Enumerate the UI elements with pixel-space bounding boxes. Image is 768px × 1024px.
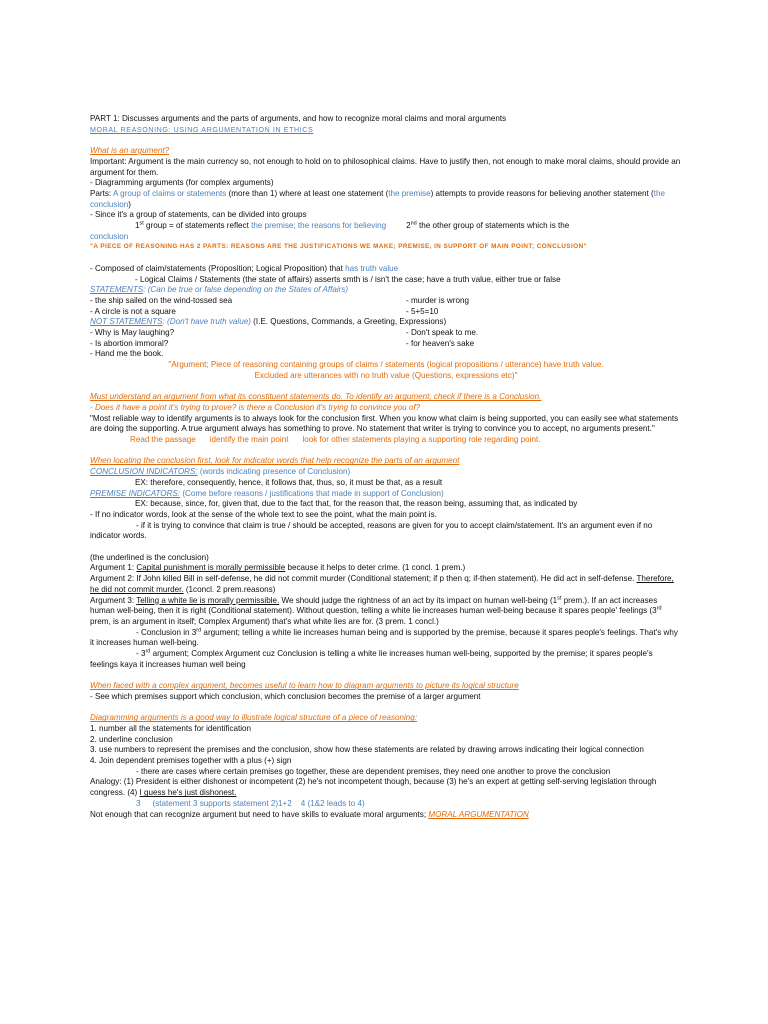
conclusion-indicators-heading	[90, 467, 682, 478]
see-which-line: - See which premises support which conclusion, which conclusion becomes the premise of a larger argument	[90, 691, 481, 701]
diagram-step: 1. number all the statements for identification	[90, 723, 252, 733]
section-heading-diagramming: Diagramming arguments is a good way to illustrate logical structure of a piece of reasoning:	[90, 713, 418, 723]
premise-indicators-examples: EX: because, since, for, given that, due to the fact that, for the reason that, the reason being, assuming that, as indicated by	[135, 499, 578, 509]
statement-example: - murder is wrong	[406, 295, 469, 305]
does-it-have-point: - Does it have a point it's trying to prove? is there a Conclusion it's trying to convince you of?	[90, 402, 421, 412]
argument-3-text-3: prem, is an argument in itself; Complex Argument) that's what white lies are for. (3 prem. 1 concl.)	[90, 616, 439, 626]
parts-text: (more than 1) where at least one statement (	[226, 188, 389, 198]
first-num: 1	[135, 221, 140, 231]
statements-label: STATEMENTS	[90, 285, 144, 295]
section-heading-locating: When locating the conclusion first, look for indicator words that help recognize the parts of an argument	[90, 456, 460, 466]
argument-1-label: Argument 1:	[90, 563, 137, 573]
argument-3-text: We should judge the rightness of an act by its impact on human well-being (1	[279, 595, 558, 605]
conclusion-highlight: the conclusion	[90, 188, 666, 209]
not-statement-example: - Don't speak to me.	[406, 328, 479, 338]
conclusion-indicators-label: CONCLUSION INDICATORS:	[90, 467, 198, 477]
moral-argumentation-highlight: MORAL ARGUMENTATION	[428, 809, 529, 819]
argument-2-text: Argument 2: If John killed Bill in self-defense, he did not commit murder (Conditional statement; if p then q; if-then statement). He did act in self-defense.	[90, 574, 637, 584]
premise-indicators-heading	[90, 489, 682, 500]
argument-3-label: Argument 3:	[90, 595, 137, 605]
conclusion-3rd-rest: argument; telling a white lie increases human being and is supported by the premise, because it spares people's feelings. That's why it increases human well-being.	[90, 627, 678, 648]
parts-highlight: A group of claims or statements	[112, 188, 227, 198]
not-statements-heading	[90, 317, 682, 328]
first-highlight: the premise; the reasons for believing	[251, 221, 387, 231]
section-heading-complex: When faced with a complex argument, becomes useful to learn how to diagram arguments to picture its logical structure	[90, 681, 519, 691]
parts-label: Parts:	[90, 188, 113, 198]
not-statements-note: : (Don't have truth value)	[162, 317, 251, 327]
conclusion-3rd-text: - Conclusion in 3	[136, 627, 197, 637]
argument-quote-line-1: "Argument; Piece of reasoning containing groups of claims / statements (logical propositions / utterance) have truth value.	[168, 360, 604, 370]
statements-heading	[90, 285, 682, 296]
argument-1-rest: because it helps to deter crime. (1 concl. 1 prem.)	[285, 563, 466, 573]
diagram-support: (statement 3 supports statement 2)1+2	[152, 798, 292, 808]
step-identify: identify the main point	[209, 435, 289, 445]
argument-1-conclusion: Capital punishment is morally permissible	[136, 563, 286, 573]
complex-argument-text: - 3	[136, 649, 146, 659]
second-sup: nd	[410, 220, 417, 227]
not-statement-example: - Hand me the book.	[90, 349, 164, 359]
not-statements-row	[90, 339, 682, 350]
truth-value-highlight: has truth value	[345, 263, 399, 273]
diagram-number: 3	[136, 798, 141, 808]
important-paragraph: Important: Argument is the main currency so, not enough to hold on to philosophical claims. Have to justify then, not enough to make moral claims, should provide an argument for them.	[90, 156, 681, 177]
part-title: PART 1: Discusses arguments and the parts of arguments, and how to recognize moral claims and moral arguments	[90, 114, 507, 123]
argument-3-text-2: prem.). If an act increases human well-being, then it is right (Conditional statement). Without question, telling a white lie increases human well-being because it spares people' feelings (3	[90, 595, 658, 616]
parts-text-2: ) attempts to provide reasons for believing another statement (	[430, 188, 654, 198]
not-statements-rest: (I.E. Questions, Commands, a Greeting, Expressions)	[250, 317, 447, 327]
logical-claims-line: - Logical Claims / Statements (the state of affairs) asserts smth is / isn't the case; have a truth value, either true or false	[135, 274, 561, 284]
diagram-step: 4. Join dependent premises together with a plus (+) sign	[90, 756, 292, 766]
statements-row	[90, 296, 682, 307]
parts-close: )	[128, 199, 131, 209]
caps-quote: "A PIECE OF REASONING HAS 2 PARTS: REASONS ARE THE JUSTIFICATIONS WE MAKE; PREMISE, IN SUPPORT OF MAIN POINT; CONCLUSION"	[90, 243, 588, 251]
statement-example: - A circle is not a square	[90, 306, 176, 316]
complex-argument-rest: argument; Complex Argument cuz Conclusion is telling a white lie increases human well-being, supported by the premise; it spares people's feelings kaya it increases human well being	[90, 649, 653, 669]
diagram-step: 2. underline conclusion	[90, 734, 173, 744]
if-trying-paragraph: - if it is trying to convince that claim is true / should be accepted, reasons are given for you to accept claim/statement. It's an argument even if no indicator words.	[90, 520, 653, 541]
since-line: - Since it's a group of statements, can be divided into groups	[90, 210, 307, 220]
conclusion-3rd-sup: rd	[196, 626, 202, 633]
statement-example: - 5+5=10	[406, 306, 439, 316]
premise-highlight: the premise	[388, 188, 431, 198]
not-statements-row	[90, 349, 682, 360]
first-sup: st	[139, 220, 144, 227]
second-text: the other group of statements which is the	[416, 221, 570, 231]
not-statements-row	[90, 328, 682, 339]
first-text: group = of statements reflect	[143, 221, 252, 231]
document-body	[90, 114, 682, 820]
parts-paragraph	[90, 189, 682, 210]
argument-2	[90, 574, 682, 595]
diagram-line	[90, 799, 682, 810]
statements-row	[90, 307, 682, 318]
section-heading-understand: Must understand an argument from what its constituent statements do. To identify an argument, check if there is a Conclusion.	[90, 392, 542, 402]
section-heading-what-is-argument: What is an argument?	[90, 146, 170, 156]
last-text: Not enough that can recognize argument but need to have skills to evaluate moral arguments;	[90, 809, 429, 819]
step-look: look for other statements playing a supporting role regarding point.	[302, 435, 541, 445]
diagram-lead: 4 (1&2 leads to 4)	[300, 798, 365, 808]
not-statements-label: NOT STATEMENTS	[90, 317, 163, 327]
conclusion-indicators-note: (words indicating presence of Conclusion)	[197, 467, 351, 477]
composed-line	[90, 264, 682, 275]
last-line	[90, 810, 682, 821]
argument-3-sup: rd	[656, 605, 662, 612]
argument-2-rest: (1concl. 2 prem.reasons)	[183, 584, 276, 594]
argument-3	[90, 596, 682, 628]
premise-indicators-label: PREMISE INDICATORS:	[90, 488, 181, 498]
subtitle: MORAL REASONING: USING ARGUMENTATION IN ETHICS	[90, 125, 314, 134]
complex-argument-paragraph	[90, 649, 682, 670]
complex-argument-sup: rd	[145, 648, 151, 655]
argument-3-sup: st	[557, 594, 562, 601]
statements-note: : (Can be true or false depending on the States of Affairs)	[143, 285, 349, 295]
reliable-way-quote: "Most reliable way to identify arguments is to always look for the conclusion first. When you know what claim is being supported, you can easily see what statements are doing the supporting. A true argument always has something to prove. No statement that writer is trying to convince you to accept, no arguments present."	[90, 413, 679, 434]
statement-example: - the ship sailed on the wind-tossed sea	[90, 295, 233, 305]
not-statement-example: - for heaven's sake	[406, 338, 475, 348]
no-indicator-line: - If no indicator words, look at the sense of the whole text to see the point, what the main point is.	[90, 509, 437, 519]
groups-line	[90, 221, 682, 232]
diagramming-line: - Diagramming arguments (for complex arguments)	[90, 178, 274, 188]
not-statement-example: - Why is May laughing?	[90, 328, 175, 338]
argument-2-conclusion: Therefore, he did not commit murder.	[90, 574, 674, 594]
analogy-paragraph	[90, 777, 682, 798]
argument-quote-line-2: Excluded are utterances with no truth value (Questions, expressions etc)"	[254, 370, 518, 380]
premise-indicators-note: (Come before reasons / justifications that made in support of Conclusion)	[180, 488, 444, 498]
conclusion-word: conclusion	[90, 231, 129, 241]
underlined-note: (the underlined is the conclusion)	[90, 552, 209, 562]
not-statement-example: - Is abortion immoral?	[90, 338, 169, 348]
conclusion-indicators-examples: EX: therefore, consequently, hence, it follows that, thus, so, it must be that, as a result	[135, 477, 443, 487]
step-read: Read the passage	[130, 435, 196, 445]
dependent-premises-paragraph: - there are cases where certain premises go together, these are dependent premises, they need one another to prove the conclusion	[136, 766, 611, 776]
argument-1	[90, 563, 682, 574]
second-num: 2	[406, 221, 411, 231]
argument-3-conclusion: Telling a white lie is morally permissible.	[136, 595, 280, 605]
steps-line	[90, 435, 682, 446]
conclusion-3rd-paragraph	[90, 628, 682, 649]
analogy-conclusion: I guess he's just dishonest.	[139, 788, 237, 798]
analogy-text: Analogy: (1) President is either dishonest or incompetent (2) he's not incompetent though, because (3) he's an expert at getting self-serving legislation through congress. (4)	[90, 777, 657, 798]
diagram-step: 3. use numbers to represent the premises and the conclusion, show how these statements are related by drawing arrows indicating their logical connection	[90, 745, 644, 755]
composed-text: - Composed of claim/statements (Proposition; Logical Proposition) that	[90, 263, 346, 273]
